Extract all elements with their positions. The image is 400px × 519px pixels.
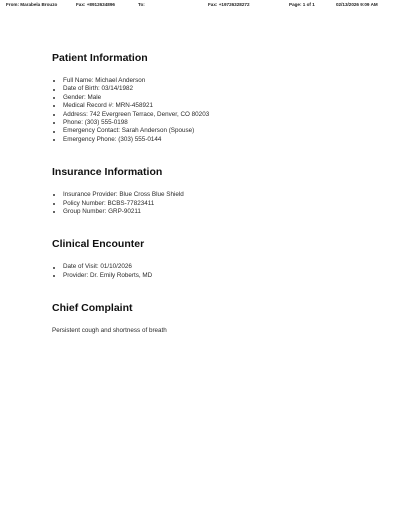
insurance-info-list <box>52 191 372 216</box>
list-item-dob: Date of Birth: 03/14/1982 <box>52 85 372 93</box>
list-item-emergency-contact: Emergency Contact: Sarah Anderson (Spouse) <box>52 127 372 135</box>
fax-header <box>6 2 394 10</box>
list-item-emergency-phone: Emergency Phone: (303) 555-0144 <box>52 136 372 144</box>
document-body <box>52 52 372 336</box>
section-title-encounter: Clinical Encounter <box>52 238 145 251</box>
list-item-policy-number: Policy Number: BCBS-77823411 <box>52 200 372 208</box>
chief-complaint-section <box>52 302 372 335</box>
list-item-insurance-provider: Insurance Provider: Blue Cross Blue Shield <box>52 191 372 199</box>
section-title-patient: Patient Information <box>52 52 148 64</box>
list-item-gender: Gender: Male <box>52 94 372 102</box>
complaint-text: Persistent cough and shortness of breath <box>52 327 167 335</box>
fax-page-count: Page: 1 of 1 <box>289 2 315 7</box>
fax-datetime: 02/13/2026 9:09 AM <box>336 2 378 7</box>
fax-from-number: Fax: +8912634896 <box>76 2 115 7</box>
list-item-address: Address: 742 Evergreen Terrace, Denver, CO 80203 <box>52 111 372 119</box>
section-title-complaint: Chief Complaint <box>52 302 133 315</box>
fax-to-number: Fax: +19726328272 <box>208 2 250 7</box>
list-item-mrn: Medical Record #: MRN-458921 <box>52 102 372 110</box>
fax-from: From: Marabela Brouzo <box>6 2 58 7</box>
list-item-full-name: Full Name: Michael Anderson <box>52 77 372 85</box>
patient-information-section <box>52 52 372 144</box>
fax-to: To: <box>138 2 145 7</box>
list-item-group-number: Group Number: GRP-90211 <box>52 208 372 216</box>
list-item-visit-date: Date of Visit: 01/10/2026 <box>52 263 372 271</box>
insurance-information-section <box>52 166 372 216</box>
section-title-insurance: Insurance Information <box>52 166 163 179</box>
clinical-encounter-section <box>52 238 372 280</box>
list-item-phone: Phone: (303) 555-0198 <box>52 119 372 127</box>
patient-info-list <box>52 77 372 144</box>
encounter-info-list <box>52 263 372 280</box>
list-item-provider: Provider: Dr. Emily Roberts, MD <box>52 272 372 280</box>
